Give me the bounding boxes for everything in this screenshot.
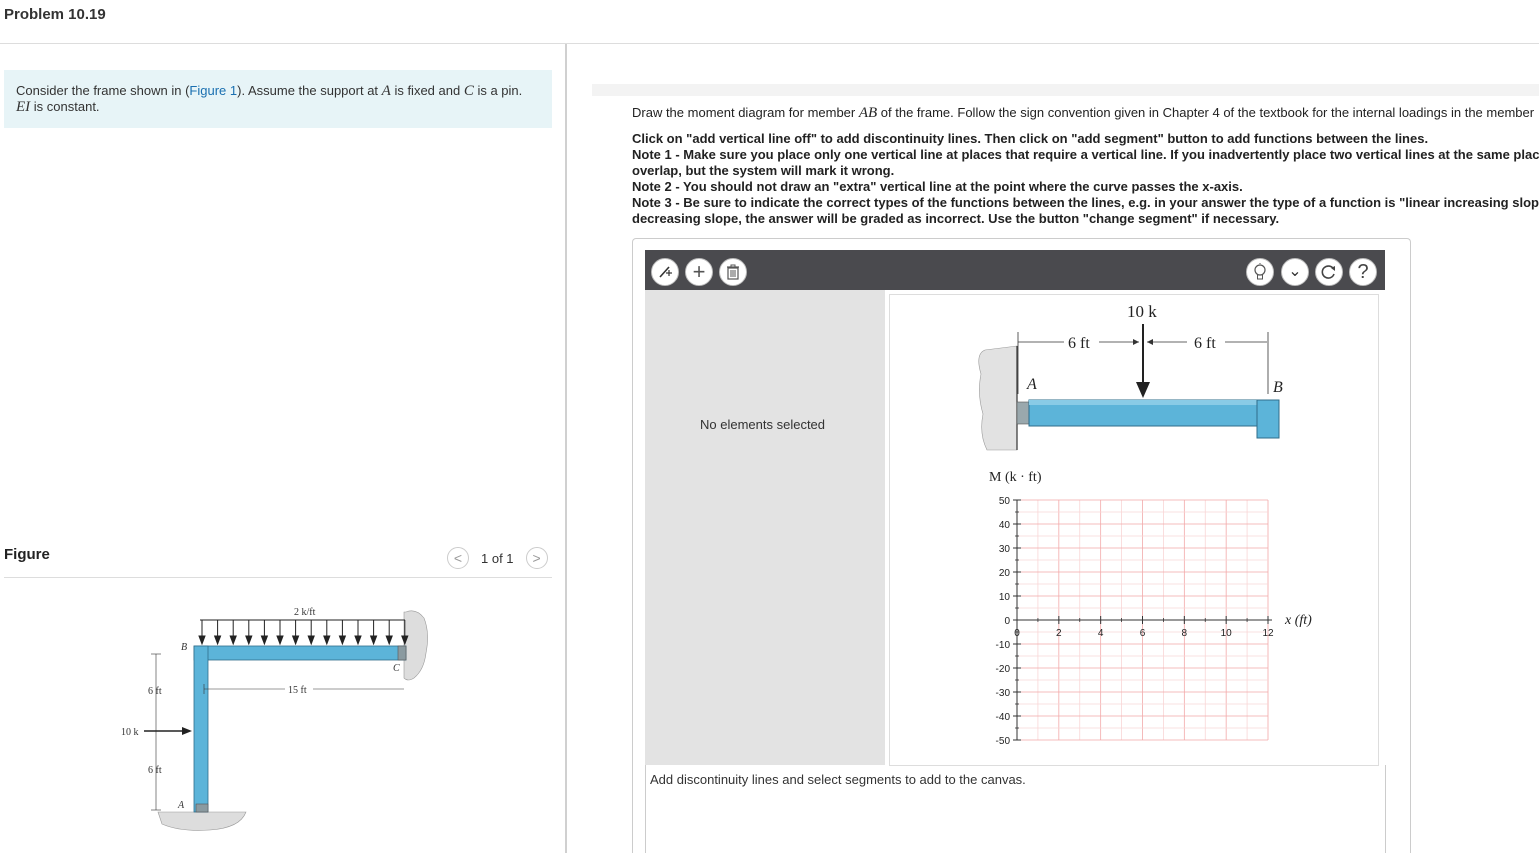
plus-icon: +: [692, 259, 706, 284]
ground-a: [158, 812, 246, 830]
vertical-line-off-icon: [657, 264, 673, 280]
x-tick-label: 4: [1097, 628, 1104, 639]
y-tick-label: 10: [998, 592, 1010, 603]
figure-divider: [4, 577, 552, 578]
load-label: 2 k/ft: [294, 607, 316, 618]
instruction-line: overlap, but the system will mark it wrong.: [632, 163, 895, 178]
x-tick-label: 10: [1220, 628, 1232, 639]
load-arrowhead: [308, 636, 314, 644]
beam-label-a: A: [1027, 376, 1037, 393]
prev-figure-button[interactable]: <: [447, 547, 469, 569]
tool-border-left: [645, 765, 646, 853]
y-tick-label: 30: [998, 544, 1010, 555]
instruction-line: Note 1 - Make sure you place only one vertical line at places that require a vertical line. If you inadvertently place two vertical lines at the same plac: [632, 147, 1539, 162]
y-tick-label: 40: [998, 520, 1010, 531]
y-tick-label: 0: [1004, 616, 1010, 627]
tool-border-right: [1385, 765, 1386, 853]
dim-upper: 6 ft: [148, 686, 162, 697]
instruction-line: Click on "add vertical line off" to add discontinuity lines. Then click on "add segment" button to add functions between the lines.: [632, 131, 1429, 146]
question-part: Draw the moment diagram for member: [632, 105, 859, 120]
point-a-symbol: A: [381, 83, 391, 99]
dim-left-label: 6 ft: [1068, 335, 1090, 352]
y-axis-label: M (k · ft): [989, 470, 1042, 485]
problem-intro: [4, 70, 552, 128]
instruction-line: Note 2 - You should not draw an "extra" vertical line at the point where the curve passes the x-axis.: [632, 179, 1243, 194]
next-figure-button[interactable]: >: [526, 547, 548, 569]
instructions: [632, 105, 1539, 227]
chevron-down-icon: ⌄: [1288, 263, 1302, 280]
no-selection-text: No elements selected: [700, 417, 826, 432]
intro-text: ). Assume the support at: [237, 83, 382, 98]
span-label: 15 ft: [288, 685, 307, 696]
dim-right-label: 6 ft: [1194, 335, 1216, 352]
moment-chart[interactable]: [996, 496, 1274, 747]
load-arrowhead: [277, 636, 283, 644]
load-arrowhead: [355, 636, 361, 644]
figure-pager: [447, 546, 548, 570]
help-button[interactable]: [1349, 258, 1377, 286]
pin-c: [398, 646, 406, 660]
label-a: A: [178, 800, 185, 811]
force-label: 10 k: [121, 727, 139, 738]
label-c: C: [393, 663, 400, 674]
load-arrowhead: [371, 636, 377, 644]
point-c-symbol: C: [463, 83, 474, 99]
label-b: B: [181, 642, 188, 653]
figure-title: Figure: [4, 546, 50, 563]
x-tick-label: 8: [1181, 628, 1188, 639]
wall-c: [404, 611, 428, 680]
member-symbol: AB: [858, 105, 878, 121]
column-divider[interactable]: [565, 44, 567, 853]
load-arrowhead: [261, 636, 267, 644]
beam-bc: [194, 646, 406, 660]
x-tick-label: 2: [1056, 628, 1062, 639]
column-ab: [194, 646, 208, 812]
load-arrowhead: [230, 636, 236, 644]
y-tick-label: -40: [995, 712, 1010, 723]
intro-text: is a pin.: [473, 83, 523, 98]
help-icon: ?: [1357, 260, 1369, 283]
x-axis-label: x (ft): [1285, 613, 1312, 628]
end-b: [1257, 400, 1279, 438]
add-vertical-line-button[interactable]: [651, 258, 679, 286]
frame-figure: [110, 598, 440, 838]
figure-count: 1 of 1: [481, 550, 514, 566]
question-part: of the frame. Follow the sign convention given in Chapter 4 of the textbook for the internal loadings in the member: [877, 105, 1535, 120]
y-tick-label: -20: [995, 664, 1010, 675]
reset-button[interactable]: [1315, 258, 1343, 286]
x-tick-label: 6: [1139, 628, 1146, 639]
question-text: [632, 105, 1539, 121]
dim-lower: 6 ft: [148, 765, 162, 776]
y-tick-label: -10: [995, 640, 1010, 651]
wall-a: [979, 346, 1017, 450]
tool-toolbar: [645, 250, 1385, 290]
load-arrowhead: [199, 636, 205, 644]
x-tick-label: 12: [1262, 628, 1274, 639]
trash-icon: [726, 264, 740, 280]
fixed-base-a: [196, 804, 208, 812]
beam-label-b: B: [1273, 379, 1283, 396]
properties-pane: [645, 290, 885, 765]
header-divider: [0, 43, 1539, 44]
question-header-band: [592, 84, 1539, 96]
y-tick-label: 50: [998, 496, 1010, 507]
load-arrowhead: [215, 636, 221, 644]
y-tick-label: 20: [998, 568, 1010, 579]
hint-button[interactable]: [1246, 258, 1274, 286]
y-tick-label: -50: [995, 736, 1010, 747]
fixed-plate: [1017, 402, 1029, 424]
intro-text: Consider the frame shown in (: [16, 83, 190, 98]
beam-and-chart[interactable]: [889, 294, 1379, 766]
intro-text: is constant.: [30, 99, 100, 114]
ei-symbol: EI: [16, 99, 31, 115]
intro-text: is fixed and: [390, 83, 464, 98]
distributed-load: [199, 620, 408, 644]
load-arrowhead: [246, 636, 252, 644]
figure-link[interactable]: Figure 1: [189, 83, 238, 98]
instruction-line: Note 3 - Be sure to indicate the correct types of the functions between the lines, e.g. in your answer the type of a function is "linear increasing slop: [632, 195, 1539, 210]
x-tick-label: 0: [1014, 628, 1020, 639]
load-arrowhead: [324, 636, 330, 644]
bottom-note: Add discontinuity lines and select segments to add to the canvas.: [650, 772, 1026, 787]
beam-load-label: 10 k: [1127, 302, 1157, 321]
problem-title: Problem 10.19: [4, 6, 106, 23]
load-arrowhead: [386, 636, 392, 644]
instruction-line: decreasing slope, the answer will be graded as incorrect. Use the button "change segment" if necessary.: [632, 211, 1280, 226]
y-tick-label: -30: [995, 688, 1010, 699]
load-arrowhead: [293, 636, 299, 644]
options-dropdown-button[interactable]: [1281, 258, 1309, 286]
add-segment-button[interactable]: [685, 258, 713, 286]
reset-icon: [1321, 264, 1337, 280]
delete-button[interactable]: [719, 258, 747, 286]
lightbulb-icon: [1252, 263, 1268, 281]
load-arrowhead: [339, 636, 345, 644]
